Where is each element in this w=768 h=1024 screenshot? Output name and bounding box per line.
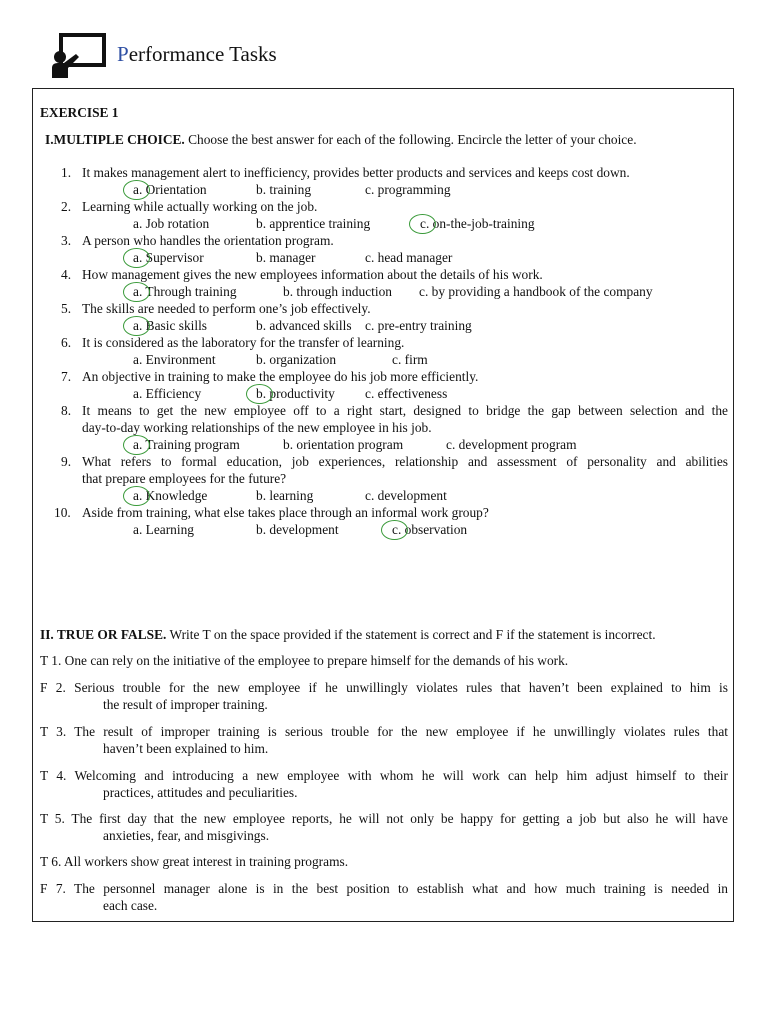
tf-item: T 4. Welcoming and introducing a new employee with whom he will work can help him adjust himself to their practices, attitudes and peculiarities. [40,768,728,800]
choice-a[interactable]: a. Orientation [133,182,207,197]
question-number: 1. [61,165,72,180]
tf-item: F 2. Serious trouble for the new employee if he unwillingly violates rules that haven’t been explained to him is the result of improper training. [40,680,728,712]
choice-a[interactable]: a. Efficiency [133,386,202,401]
choice-a[interactable]: a. Training program [133,437,240,452]
question-text: An objective in training to make the employee do his job more efficiently. [82,369,479,384]
answer-circle [123,316,150,336]
answer-circle [123,486,150,506]
answer-circle [246,384,273,404]
exercise-box [32,88,734,922]
choice-a[interactable]: a. Through training [133,284,237,299]
choice-b[interactable]: b. organization [256,352,337,367]
question-text: The skills are needed to perform one’s job effectively. [82,301,371,316]
choice-a[interactable]: a. Basic skills [133,318,208,333]
mc-heading: I.MULTIPLE CHOICE. Choose the best answer for each of the following. Encircle the letter of your choice. [45,132,637,147]
question-number: 2. [61,199,72,214]
question-number: 10. [54,505,71,520]
choice-a[interactable]: a. Knowledge [133,488,208,503]
tf-item: T 6. All workers show great interest in training programs. [40,854,349,869]
answer-circle [123,282,150,302]
tf-heading: II. TRUE OR FALSE. Write T on the space provided if the statement is correct and F if the statement is incorrect. [40,627,656,642]
tf-item: T 5. The first day that the new employee reports, he will not only be happy for getting a job but also he will have anxieties, fear, and misgivings. [40,811,728,843]
exercise-title: EXERCISE 1 [40,105,119,120]
choice-c[interactable]: c. effectiveness [365,386,448,401]
answer-circle [409,214,436,234]
question-number: 6. [61,335,72,350]
question-number: 7. [61,369,72,384]
choice-b[interactable]: b. orientation program [283,437,404,452]
question-number: 5. [61,301,72,316]
choice-b[interactable]: b. development [256,522,339,537]
choice-c[interactable]: c. on-the-job-training [420,216,535,231]
choice-c[interactable]: c. programming [365,182,451,197]
choice-c[interactable]: c. pre-entry training [365,318,472,333]
question-text: What refers to formal education, job experiences, relationship and assessment of personality and abilities [82,454,728,469]
choice-b[interactable]: b. learning [256,488,314,503]
question-text: It makes management alert to inefficiency, provides better products and services and keeps cost down. [82,165,630,180]
choice-b[interactable]: b. apprentice training [256,216,371,231]
question-number: 8. [61,403,72,418]
choice-a[interactable]: a. Supervisor [133,250,204,265]
page-header [50,32,450,82]
question-text-continued: day-to-day working relationships of the new employee in his job. [82,420,432,435]
choice-c[interactable]: c. development [365,488,447,503]
tf-item: F 7. The personnel manager alone is in the best position to establish what and how much training is needed in each case. [40,881,728,913]
tf-item: T 1. One can rely on the initiative of the employee to prepare himself for the demands of his work. [40,653,569,668]
choice-a[interactable]: a. Environment [133,352,216,367]
question-text: A person who handles the orientation program. [82,233,334,248]
answer-circle [123,180,150,200]
answer-circle [123,435,150,455]
choice-b[interactable]: b. training [256,182,312,197]
choice-b[interactable]: b. advanced skills [256,318,352,333]
question-text: How management gives the new employees information about the details of his work. [82,267,543,282]
question-text: It means to get the new employee off to a right start, designed to bridge the gap between selection and the [82,403,728,418]
choice-c[interactable]: c. development program [446,437,577,452]
page-title: Performance Tasks [117,42,277,66]
choice-b[interactable]: b. manager [256,250,316,265]
choice-c[interactable]: c. by providing a handbook of the company [419,284,653,299]
choice-b[interactable]: b. productivity [256,386,335,401]
question-text: Learning while actually working on the job. [82,199,318,214]
answer-circle [381,520,408,540]
choice-c[interactable]: c. head manager [365,250,453,265]
question-number: 4. [61,267,72,282]
question-text: Aside from training, what else takes place through an informal work group? [82,505,489,520]
tf-item: T 3. The result of improper training is serious trouble for the new employee if he unwillingly violates rules that haven’t been explained to him. [40,724,728,756]
choice-a[interactable]: a. Job rotation [133,216,210,231]
question-text: It is considered as the laboratory for the transfer of learning. [82,335,405,350]
choice-b[interactable]: b. through induction [283,284,392,299]
question-number: 3. [61,233,72,248]
question-text-continued: that prepare employees for the future? [82,471,287,486]
choice-a[interactable]: a. Learning [133,522,194,537]
presentation-board-icon [50,32,108,80]
choice-c[interactable]: c. firm [392,352,428,367]
answer-circle [123,248,150,268]
question-number: 9. [61,454,72,469]
choice-c[interactable]: c. observation [392,522,468,537]
